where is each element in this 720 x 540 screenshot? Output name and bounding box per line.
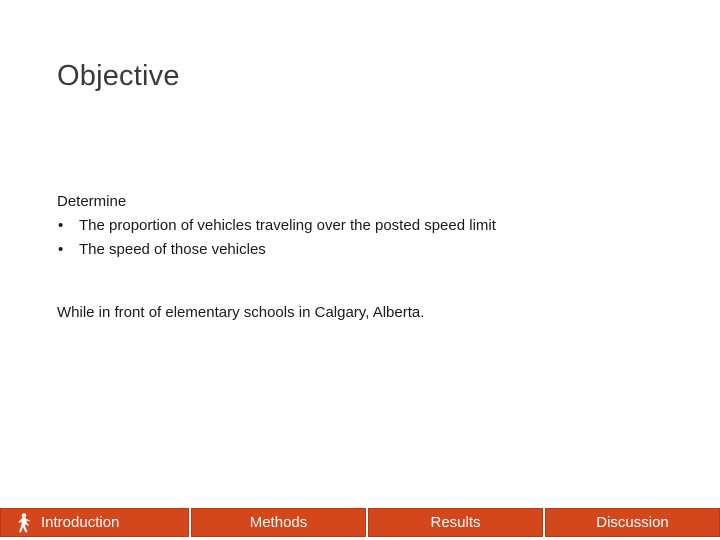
nav-methods[interactable] <box>191 508 366 537</box>
slide-body <box>57 190 496 262</box>
bullet-icon: • <box>58 217 64 234</box>
nav-label: Methods <box>249 514 308 531</box>
closing-text: While in front of elementary schools in Calgary, Alberta. <box>57 304 425 321</box>
nav-results[interactable] <box>368 508 543 537</box>
bullet-icon: • <box>58 241 64 258</box>
section-nav <box>0 508 720 537</box>
bullet-text: The proportion of vehicles traveling over the posted speed limit <box>79 217 496 234</box>
walking-person-icon <box>15 513 33 533</box>
slide-title: Objective <box>57 60 180 92</box>
bullet-list <box>57 214 496 262</box>
intro-text: Determine <box>57 193 127 210</box>
bullet-text: The speed of those vehicles <box>79 241 266 258</box>
list-item <box>57 214 496 238</box>
nav-label: Results <box>430 514 481 531</box>
list-item <box>57 238 496 262</box>
nav-label: Discussion <box>596 514 669 531</box>
nav-introduction[interactable] <box>0 508 189 537</box>
nav-label: Introduction <box>41 514 120 531</box>
nav-discussion[interactable] <box>545 508 720 537</box>
